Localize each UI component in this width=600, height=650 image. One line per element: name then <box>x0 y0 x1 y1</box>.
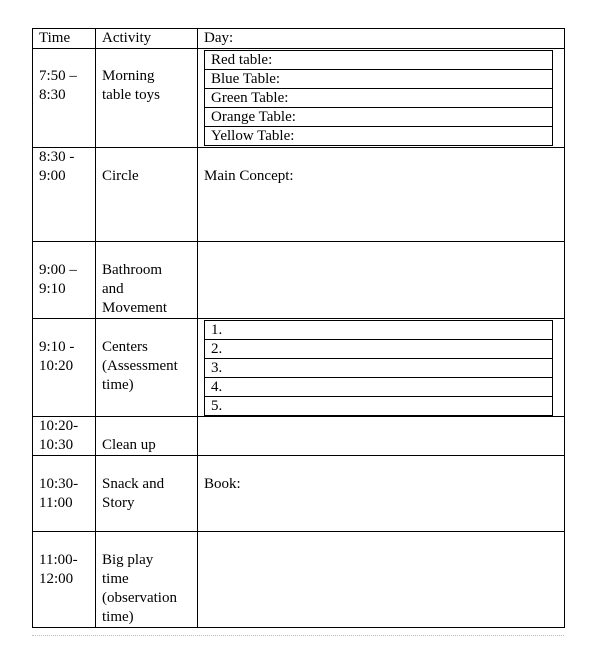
activity-cell <box>96 49 198 148</box>
schedule-row-big-play <box>33 532 565 628</box>
day-cell <box>198 417 565 456</box>
day-cell <box>198 49 565 148</box>
activity-text: Centers (Assessment time) <box>102 339 178 393</box>
list-item <box>205 340 553 359</box>
time-cell <box>33 49 96 148</box>
activity-cell <box>96 242 198 319</box>
schedule-row-morning <box>33 49 565 148</box>
time-text: 9:10 - 10:20 <box>39 339 75 374</box>
schedule-row-snack <box>33 456 565 532</box>
time-text: 10:20- 10:30 <box>39 418 79 453</box>
activity-text: Clean up <box>102 437 156 453</box>
time-text: 10:30- 11:00 <box>39 476 79 511</box>
daily-schedule-table <box>32 28 565 628</box>
numbered-list <box>204 320 553 416</box>
time-text: 8:30 - 9:00 <box>39 149 75 184</box>
list-number: 1. <box>205 321 553 340</box>
schedule-row-cleanup <box>33 417 565 456</box>
activity-text: Big play time (observation time) <box>102 552 177 625</box>
activity-text: Bathroom and Movement <box>102 262 167 316</box>
table-row-blue <box>205 70 553 89</box>
activity-cell <box>96 148 198 242</box>
table-label: Yellow Table: <box>205 127 553 146</box>
header-time <box>33 29 96 49</box>
list-number: 5. <box>205 397 553 416</box>
time-text: 7:50 – 8:30 <box>39 68 77 103</box>
activity-cell <box>96 532 198 628</box>
header-activity <box>96 29 198 49</box>
header-time-label: Time <box>39 30 71 46</box>
time-cell <box>33 532 96 628</box>
time-text: 9:00 – 9:10 <box>39 262 77 297</box>
table-label: Blue Table: <box>205 70 553 89</box>
time-cell <box>33 417 96 456</box>
table-label: Green Table: <box>205 89 553 108</box>
activity-cell <box>96 417 198 456</box>
table-assignments <box>204 50 553 146</box>
activity-cell <box>96 319 198 417</box>
activity-text: Morning table toys <box>102 68 160 103</box>
activity-cell <box>96 456 198 532</box>
table-label: Orange Table: <box>205 108 553 127</box>
table-row-orange <box>205 108 553 127</box>
day-cell <box>198 532 565 628</box>
day-cell <box>198 319 565 417</box>
day-cell <box>198 242 565 319</box>
list-item <box>205 378 553 397</box>
table-row-yellow <box>205 127 553 146</box>
time-text: 11:00- 12:00 <box>39 552 78 587</box>
header-day-label: Day: <box>204 30 234 46</box>
page-divider <box>32 635 564 636</box>
main-concept-label: Main Concept: <box>204 168 294 184</box>
table-label: Red table: <box>205 51 553 70</box>
schedule-row-circle <box>33 148 565 242</box>
header-day <box>198 29 565 49</box>
header-activity-label: Activity <box>102 30 152 46</box>
list-number: 3. <box>205 359 553 378</box>
book-label: Book: <box>204 476 241 492</box>
day-cell <box>198 148 565 242</box>
list-number: 4. <box>205 378 553 397</box>
list-item <box>205 359 553 378</box>
time-cell <box>33 319 96 417</box>
day-cell <box>198 456 565 532</box>
list-number: 2. <box>205 340 553 359</box>
table-row-green <box>205 89 553 108</box>
schedule-row-centers <box>33 319 565 417</box>
list-item <box>205 321 553 340</box>
activity-text: Snack and Story <box>102 476 165 511</box>
table-row-red <box>205 51 553 70</box>
schedule-row-bathroom <box>33 242 565 319</box>
activity-text: Circle <box>102 168 139 184</box>
time-cell <box>33 456 96 532</box>
time-cell <box>33 242 96 319</box>
header-row <box>33 29 565 49</box>
list-item <box>205 397 553 416</box>
time-cell <box>33 148 96 242</box>
